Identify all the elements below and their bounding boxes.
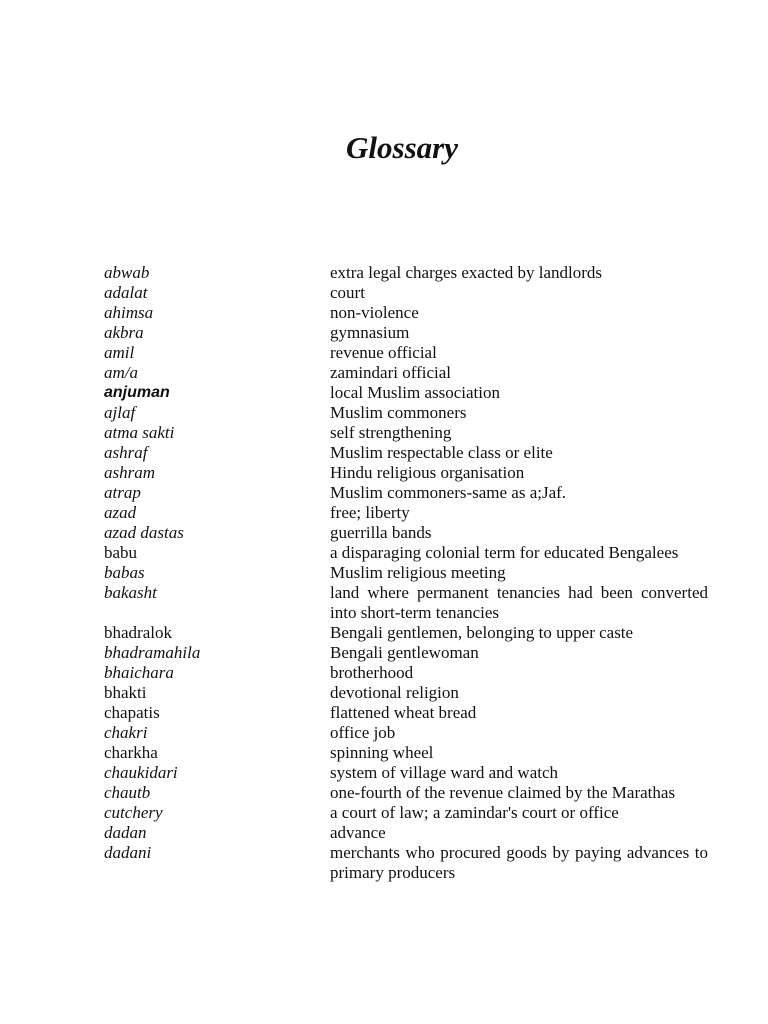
glossary-entry xyxy=(104,623,708,643)
glossary-definition: Bengali gentlemen, belonging to upper caste xyxy=(330,623,634,642)
glossary-definition: office job xyxy=(330,723,396,742)
glossary-term: azad xyxy=(104,503,137,522)
glossary-term: bhakti xyxy=(104,683,147,702)
glossary-definition: self strengthening xyxy=(330,423,452,442)
glossary-entry xyxy=(104,763,708,783)
glossary-definition: local Muslim association xyxy=(330,383,500,402)
glossary-entry xyxy=(104,743,708,763)
glossary-definition: Muslim commoners xyxy=(330,403,467,422)
glossary-entry xyxy=(104,643,708,663)
glossary-entry xyxy=(104,503,708,523)
glossary-definition: a disparaging colonial term for educated Bengalees xyxy=(330,543,679,562)
glossary-term: bhadralok xyxy=(104,623,172,642)
glossary-entry xyxy=(104,723,708,743)
glossary-definition: Hindu religious organisation xyxy=(330,463,525,482)
glossary-definition: devotional religion xyxy=(330,683,459,702)
glossary-definition: brotherhood xyxy=(330,663,414,682)
glossary-entry xyxy=(104,783,708,803)
glossary-definition: a court of law; a zamindar's court or office xyxy=(330,803,619,822)
glossary-entry xyxy=(104,663,708,683)
glossary-term: babas xyxy=(104,563,145,582)
glossary-term: babu xyxy=(104,543,138,562)
glossary-definition: Muslim religious meeting xyxy=(330,563,506,582)
glossary-entry xyxy=(104,483,708,503)
glossary-term: ajlaf xyxy=(104,403,136,422)
glossary-definition: merchants who procured goods by paying advances to primary producers xyxy=(330,843,708,882)
glossary-term: am/a xyxy=(104,363,138,382)
glossary-definition: non-violence xyxy=(330,303,419,322)
glossary-definition: extra legal charges exacted by landlords xyxy=(330,263,603,282)
glossary-term: anjuman xyxy=(104,384,170,401)
glossary-term: chakri xyxy=(104,723,148,742)
glossary-definition: zamindari official xyxy=(330,363,451,382)
glossary-definition: court xyxy=(330,283,365,302)
glossary-term: dadani xyxy=(104,843,152,862)
glossary-term: ashraf xyxy=(104,443,148,462)
glossary-term: chapatis xyxy=(104,703,160,722)
glossary-term: dadan xyxy=(104,823,147,842)
glossary-term: bakasht xyxy=(104,583,157,602)
glossary-entry xyxy=(104,343,708,363)
glossary-entry xyxy=(104,683,708,703)
glossary-definition: flattened wheat bread xyxy=(330,703,477,722)
glossary-definition: spinning wheel xyxy=(330,743,434,762)
glossary-definition: Muslim respectable class or elite xyxy=(330,443,553,462)
glossary-entry xyxy=(104,543,708,563)
glossary-term: bhaichara xyxy=(104,663,174,682)
glossary-entry xyxy=(104,283,708,303)
glossary-term: chautb xyxy=(104,783,151,802)
glossary-entry xyxy=(104,523,708,543)
glossary-entry xyxy=(104,703,708,723)
glossary-term: abwab xyxy=(104,263,150,282)
glossary-term: akbra xyxy=(104,323,144,342)
glossary-entry xyxy=(104,303,708,323)
glossary-term: azad dastas xyxy=(104,523,184,542)
glossary-definition: Muslim commoners-same as a;Jaf. xyxy=(330,483,567,502)
glossary-entry xyxy=(104,423,708,443)
glossary-entry xyxy=(104,363,708,383)
glossary-entry xyxy=(104,803,708,823)
page-title: Glossary xyxy=(346,130,458,165)
glossary-list xyxy=(104,263,708,883)
glossary-term: atma sakti xyxy=(104,423,175,442)
glossary-entry xyxy=(104,323,708,343)
glossary-entry xyxy=(104,843,708,883)
glossary-term: bhadramahila xyxy=(104,643,201,662)
glossary-definition: Bengali gentlewoman xyxy=(330,643,479,662)
glossary-entry xyxy=(104,383,708,403)
glossary-definition: gymnasium xyxy=(330,323,410,342)
glossary-term: amil xyxy=(104,343,135,362)
glossary-definition: system of village ward and watch xyxy=(330,763,559,782)
glossary-entry xyxy=(104,443,708,463)
glossary-entry xyxy=(104,583,708,623)
glossary-term: ahimsa xyxy=(104,303,154,322)
glossary-term: chaukidari xyxy=(104,763,178,782)
glossary-definition: advance xyxy=(330,823,386,842)
glossary-entry xyxy=(104,823,708,843)
glossary-definition: one-fourth of the revenue claimed by the Marathas xyxy=(330,783,676,802)
glossary-definition: guerrilla bands xyxy=(330,523,432,542)
glossary-term: cutchery xyxy=(104,803,163,822)
glossary-definition: free; liberty xyxy=(330,503,410,522)
glossary-entry xyxy=(104,403,708,423)
glossary-term: atrap xyxy=(104,483,141,502)
glossary-term: ashram xyxy=(104,463,156,482)
glossary-entry xyxy=(104,563,708,583)
glossary-entry xyxy=(104,463,708,483)
glossary-entry xyxy=(104,263,708,283)
glossary-term: charkha xyxy=(104,743,158,762)
glossary-definition: land where permanent tenancies had been converted into short-term tenancies xyxy=(330,583,708,622)
glossary-definition: revenue official xyxy=(330,343,437,362)
glossary-term: adalat xyxy=(104,283,148,302)
